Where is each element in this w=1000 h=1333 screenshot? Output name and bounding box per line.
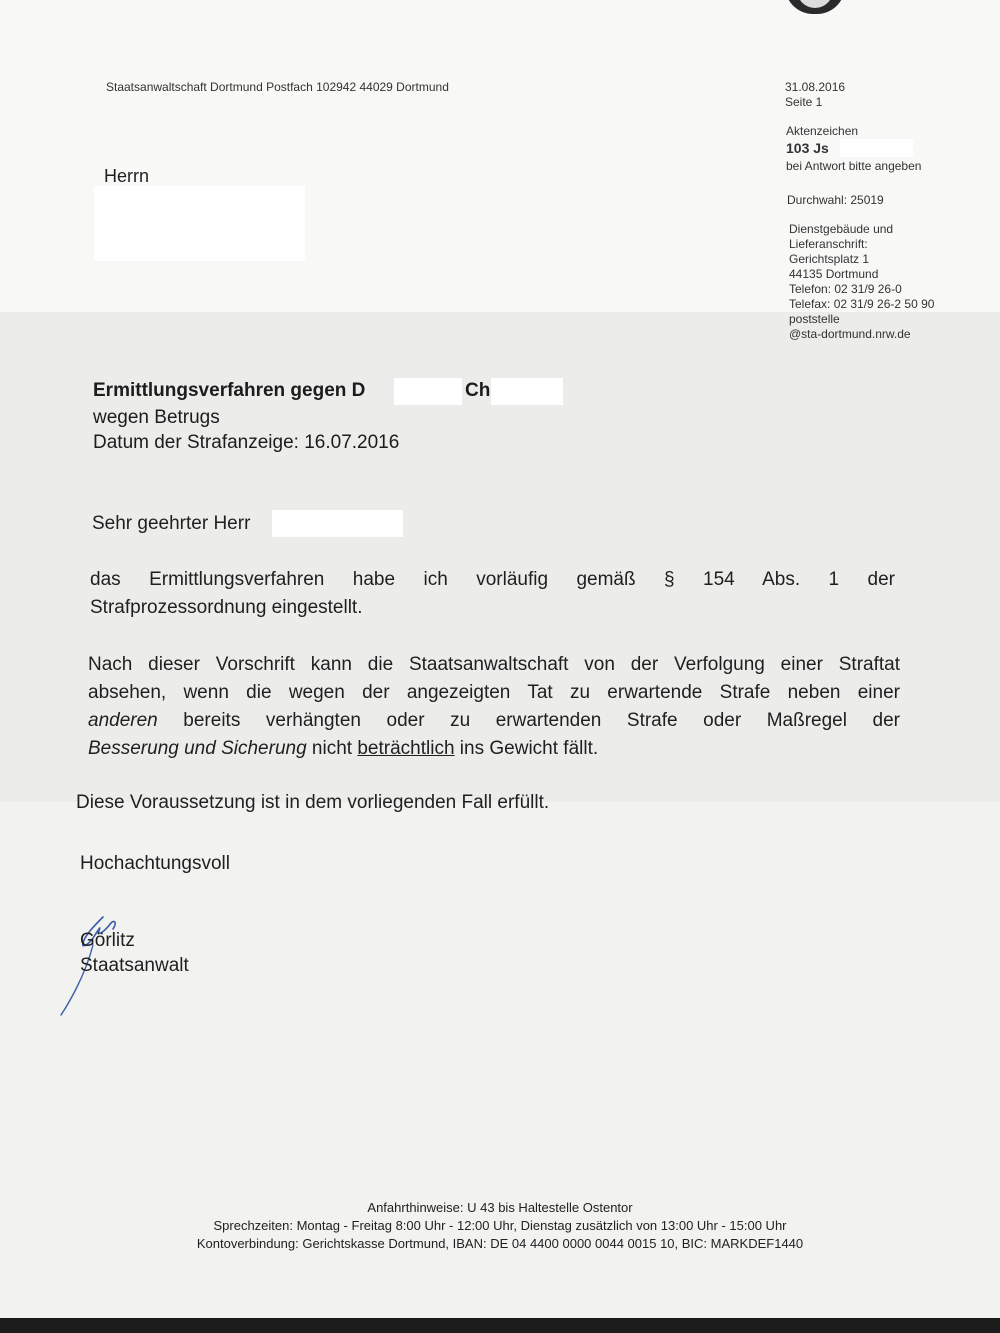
footer-office-hours: Sprechzeiten: Montag - Freitag 8:00 Uhr - 12:00 Uhr, Dienstag zusätzlich von 13:00 Uhr - 15:00 Uhr [213,1218,787,1233]
subject-case-title-part2: Ch [465,380,491,401]
paragraph-proceedings-stopped [90,566,895,622]
letter-greeting: Sehr geehrter Herr [92,513,251,534]
paragraph-line: das Ermittlungsverfahren habe ich vorläufig gemäß § 154 Abs. 1 der [90,569,895,590]
paragraph-line [88,707,900,735]
subject-report-date: Datum der Strafanzeige: 16.07.2016 [93,432,400,453]
redacted-accused-first-name [394,378,462,405]
subject-offense: wegen Betrugs [93,407,220,428]
office-email: @sta-dortmund.nrw.de [789,327,911,341]
footer-bank-details: Kontoverbindung: Gerichtskasse Dortmund, IBAN: DE 04 4400 0000 0044 0015 10, BIC: MARKDEF1440 [196,1236,804,1251]
paragraph-line-text: nicht [306,738,358,759]
office-address-line: Lieferanschrift: [789,237,868,251]
paragraph-legal-explanation [88,651,900,763]
recipient-salutation: Herrn [104,166,150,186]
italic-text: anderen [88,710,158,731]
redacted-recipient-address [94,186,305,261]
sender-return-address: Staatsanwaltschaft Dortmund Postfach 102942 44029 Dortmund [106,80,449,94]
redacted-recipient-name [272,510,403,537]
subject-case-title [93,378,365,404]
paragraph-line-text: bereits verhängten oder zu erwartenden Strafe oder Maßregel der [157,710,900,731]
paragraph-line-text: ins Gewicht fällt. [454,738,599,759]
phone-extension: Durchwahl: 25019 [787,193,884,207]
letter-date: 31.08.2016 [785,80,846,94]
redacted-file-number [840,139,913,157]
table-background [0,1318,1000,1333]
page-number: Seite 1 [785,95,823,109]
paragraph-line: absehen, wenn die wegen der angezeigten Tat zu erwartende Strafe neben einer [88,682,900,703]
office-address-line: Telefon: 02 31/9 26-0 [789,282,902,296]
office-address-block [789,222,934,342]
office-address-line: Gerichtsplatz 1 [789,252,870,266]
paragraph-line: Nach dieser Vorschrift kann die Staatsanwaltschaft von der Verfolgung einer Straftat [88,654,900,675]
aktenzeichen-label: Aktenzeichen [786,124,859,138]
subject-case-title-part1: Ermittlungsverfahren gegen D [93,380,366,401]
signer-title: Staatsanwalt [80,955,189,976]
office-address-line: 44135 Dortmund [789,267,879,281]
underlined-text: beträchtlich [357,738,455,759]
paragraph-line: Strafprozessordnung eingestellt. [90,597,363,618]
office-address-line: Dienstgebäude und [789,222,894,236]
closing-phrase: Hochachtungsvoll [80,853,230,874]
signer-name: Görlitz [80,930,135,951]
office-address-line: Telefax: 02 31/9 26-2 50 90 [789,297,935,311]
aktenzeichen-value: 103 Js [786,140,829,156]
paragraph-line [88,735,900,763]
italic-text: Besserung und Sicherung [88,738,307,759]
office-address-line: poststelle [789,312,840,326]
redacted-accused-last-name [491,378,563,405]
aktenzeichen-hint: bei Antwort bitte angeben [786,159,922,173]
footer-directions: Anfahrthinweise: U 43 bis Haltestelle Ostentor [367,1200,633,1215]
paragraph-condition-met: Diese Voraussetzung ist in dem vorliegenden Fall erfüllt. [76,792,550,813]
